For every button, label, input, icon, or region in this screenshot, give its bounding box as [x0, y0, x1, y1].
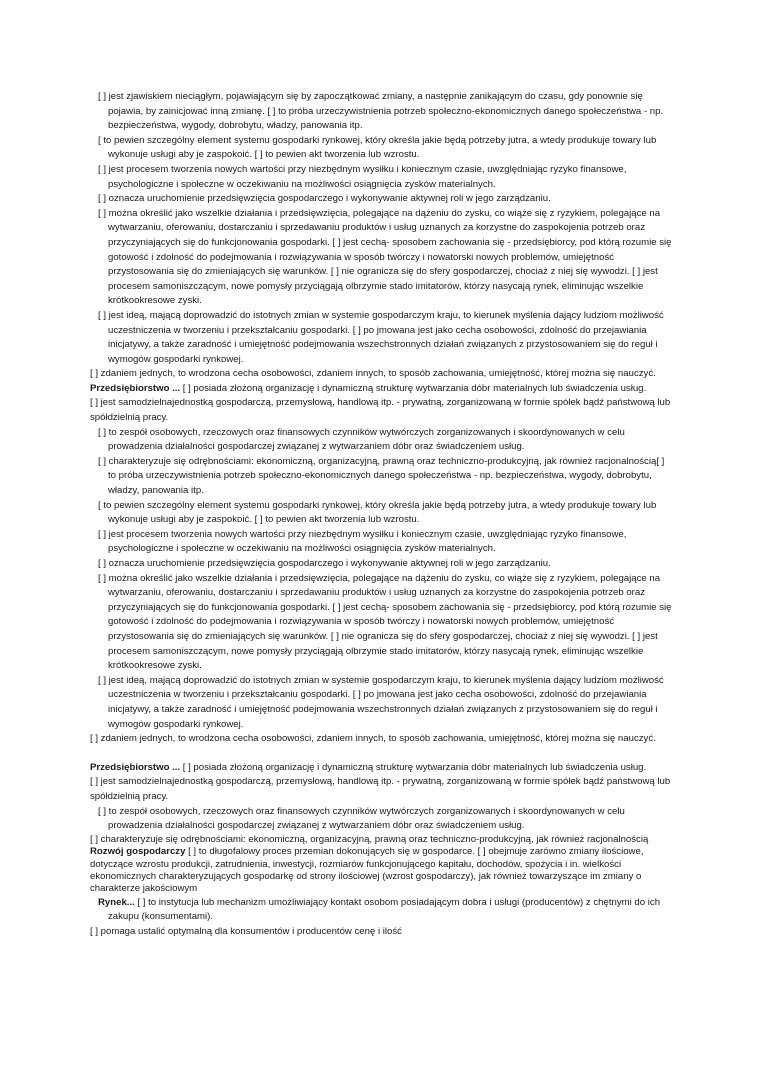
paragraph-text: [ ] charakteryzuje się odrębnościami: ekonomiczną, organizacyjną, prawną oraz techniczno-produkcyjną, jak również racjonalnością[ ] to próba urzeczywistnienia potrzeb społeczno-ekonomicznych danego społeczeństwa - np. bezpieczeństwa, wygody, dobrobytu, władzy, panowania itp. [98, 455, 665, 497]
bold-term: Rozwój gospodarczy [90, 846, 186, 858]
paragraph [90, 732, 672, 747]
paragraph-text: [ ] jest zjawiskiem nieciągłym, pojawiającym się by zapoczątkować zmiany, a następnie zanikającym do czasu, gdy ponownie się pojawia, by zainicjować inną zmianę. [ ] to próba urzeczywistnienia potrzeb społeczno-ekonomicznych danego społeczeństwa - np. bezpieczeństwa, wygody, dobrobytu, władzy, panowania itp. [98, 91, 664, 132]
paragraph-text: [ ] to instytucja lub mechanizm umożliwiający kontakt osobom posiadającym dobra i usługi (producentów) z chętnymi do ich zakupu (konsumentami). [108, 896, 661, 923]
paragraph [90, 834, 672, 846]
paragraph-text: [ ] to długofalowy proces przemian dokonujących się w gospodarce. [ ] obejmuje zarówno zmiany ilościowe, dotyczące wzrostu produkcji, zatrudnienia, inwestycji, rozmiarów funkcjonującego kapitału, dochodów, spożycia i in. wielkości ekonomicznych charakteryzujących gospodarkę od strony ilościowej (wzrost gospodarczy), jak również towarzyszące im zmiany o charakterze jakościowym [90, 846, 644, 895]
paragraph-text: [ ] jest samodzielnajednostką gospodarczą, przemysłową, handlową itp. - prywatną, zorganizowaną w formie spółek bądź państwową lub spółdzielnią pracy. [90, 397, 671, 424]
paragraph [90, 90, 672, 134]
paragraph-text: [ ] można określić jako wszelkie działania i przedsięwzięcia, polegające na dążeniu do zysku, co wiąże się z ryzykiem, polegające na wytwarzaniu, oferowaniu, dostarczaniu i sprzedawaniu produktów i usług uznanych za korzystne do zaspokojenia potrzeb oraz przyczyniających się do funkcjonowania gospodarki. [ ] jest cechą- sposobem zachowania się - przedsiębiorcy, pod którą rozumie się gotowość i zdolność do podejmowania i rozwiązywania w sposób twórczy i nowatorski nowych problemów, umiejętność przystosowania się do zmieniających się warunków. [ ] nie ogranicza się do sfery gospodarczej, chociaż z niej się wywodzi. [ ] jest procesem samoniszczącym, nowe pomysły przyciągają olbrzymie stado imitatorów, którzy nasycają rynek, eliminując wszelkie krótkookresowe zyski. [98, 207, 672, 307]
paragraph-text: [ ] jest ideą, mającą doprowadzić do istotnych zmian w systemie gospodarczym kraju, to kierunek myślenia dający ludziom możliwość uczestniczenia w tworzeniu i przekształcaniu gospodarki. [ ] po jmowana jest jako cecha osobowości, zdolność do przejawiania inicjatywy, a także zaradność i umiejętność podejmowania wszechstronnych działań związanych z przystosowaniem się do reguł i wymogów gospodarki rynkowej. [98, 674, 664, 730]
paragraph-text: [ ] to zespół osobowych, rzeczowych oraz finansowych czynników wytwórczych zorganizowanych i skoordynowanych w celu prowadzenia działalności gospodarczej związanej z wytwarzaniem dóbr oraz świadczeniem usług. [98, 426, 625, 453]
paragraph [90, 382, 672, 397]
paragraph-text: [ ] jest samodzielnajednostką gospodarczą, przemysłową, handlową itp. - prywatną, zorganizowaną w formie spółek bądź państwową lub spółdzielnią pracy. [90, 776, 671, 802]
bold-term: Przedsiębiorstwo ... [90, 761, 181, 773]
paragraph-text: [ ] oznacza uruchomienie przedsięwzięcia gospodarczego i wykonywanie aktywnej roli w jego zarządzaniu. [98, 558, 551, 569]
paragraph [90, 163, 672, 192]
paragraph-text: [ ] jest procesem tworzenia nowych wartości przy niezbędnym wysiłku i koniecznym czasie, uwzględniając ryzyko finansowe, psychologiczne i społeczne w oczekiwaniu na możliwości osiągnięcia zysków materialnych. [98, 528, 627, 555]
paragraph-text: [ to pewien szczególny element systemu gospodarki rynkowej, który określa jakie będą potrzeby jutra, a wtedy produkuje towary lub wykonuje usługi aby je zaspokoić. [ ] to pewien akt tworzenia lub wzrostu. [98, 134, 657, 161]
paragraph-text: [ ] zdaniem jednych, to wrodzona cecha osobowości, zdaniem innych, to sposób zachowania, umiejętność, której można się nauczyć. [90, 368, 656, 380]
paragraph-text: [ to pewien szczególny element systemu gospodarki rynkowej, który określa jakie będą potrzeby jutra, a wtedy produkuje towary lub wykonuje usługi aby je zaspokoić. [ ] to pewien akt tworzenia lub wzrostu. [98, 499, 657, 526]
paragraph [90, 805, 672, 834]
paragraph-text: [ ] charakteryzuje się odrębnościami: ekonomiczną, organizacyjną, prawną oraz techniczno-produkcyjną, jak również racjonalnością [90, 833, 649, 845]
paragraph [90, 896, 672, 925]
paragraph [90, 761, 672, 776]
paragraph [90, 674, 672, 732]
paragraph [90, 134, 672, 163]
bold-term: Przedsiębiorstwo ... [90, 382, 181, 394]
paragraph [90, 528, 672, 557]
paragraph [90, 925, 672, 940]
paragraph-text: [ ] posiada złożoną organizację i dynamiczną strukturę wytwarzania dóbr materialnych lub świadczenia usług. [180, 382, 647, 394]
paragraph-text: [ ] posiada złożoną organizację i dynamiczną strukturę wytwarzania dóbr materialnych lub świadczenia usług. [180, 761, 647, 773]
paragraph-text: [ ] to zespół osobowych, rzeczowych oraz finansowych czynników wytwórczych zorganizowanych i skoordynowanych w celu prowadzenia działalności gospodarczej związanej z wytwarzaniem dóbr oraz świadczeniem usług. [98, 805, 625, 832]
paragraph [90, 846, 672, 896]
paragraph [90, 367, 672, 382]
paragraph-text: [ ] pomaga ustalić optymalną dla konsumentów i producentów cenę i ilość [90, 925, 402, 937]
paragraph-text: [ ] można określić jako wszelkie działania i przedsięwzięcia, polegające na dążeniu do zysku, co wiąże się z ryzykiem, polegające na wytwarzaniu, oferowaniu, dostarczaniu i sprzedawaniu produktów i usług uznanych za korzystne do zaspokojenia potrzeb oraz przyczyniających się do funkcjonowania gospodarki. [ ] jest cechą- sposobem zachowania się - przedsiębiorcy, pod którą rozumie się gotowość i zdolność do podejmowania i rozwiązywania w sposób twórczy i nowatorski nowych problemów, umiejętność przystosowania się do zmieniających się warunków. [ ] nie ogranicza się do sfery gospodarczej, chociaż z niej się wywodzi. [ ] jest procesem samoniszczącym, nowe pomysły przyciągają olbrzymie stado imitatorów, którzy nasycają rynek, eliminując wszelkie krótkookresowe zyski. [98, 572, 672, 672]
paragraph [90, 557, 672, 572]
paragraph [90, 309, 672, 367]
paragraph [90, 192, 672, 207]
paragraph [90, 455, 672, 499]
paragraph [90, 572, 672, 674]
paragraph [90, 499, 672, 528]
paragraph-text: [ ] jest procesem tworzenia nowych wartości przy niezbędnym wysiłku i koniecznym czasie, uwzględniając ryzyko finansowe, psychologiczne i społeczne w oczekiwaniu na możliwości osiągnięcia zysków materialnych. [98, 163, 627, 190]
paragraph-text: [ ] oznacza uruchomienie przedsięwzięcia gospodarczego i wykonywanie aktywnej roli w jego zarządzaniu. [98, 193, 551, 205]
paragraph [90, 396, 672, 425]
paragraph-gap [90, 747, 672, 761]
bold-term: Rynek... [98, 896, 135, 908]
paragraph-text: [ ] jest ideą, mającą doprowadzić do istotnych zmian w systemie gospodarczym kraju, to kierunek myślenia dający ludziom możliwość uczestniczenia w tworzeniu i przekształcaniu gospodarki. [ ] po jmowana jest jako cecha osobowości, zdolność do przejawiania inicjatywy, a także zaradność i umiejętność podejmowania wszechstronnych działań związanych z przystosowaniem się do reguł i wymogów gospodarki rynkowej. [98, 309, 664, 365]
paragraph [90, 207, 672, 309]
paragraph-text: [ ] zdaniem jednych, to wrodzona cecha osobowości, zdaniem innych, to sposób zachowania, umiejętność, której można się nauczyć. [90, 733, 656, 745]
paragraph [90, 426, 672, 455]
paragraph [90, 775, 672, 804]
